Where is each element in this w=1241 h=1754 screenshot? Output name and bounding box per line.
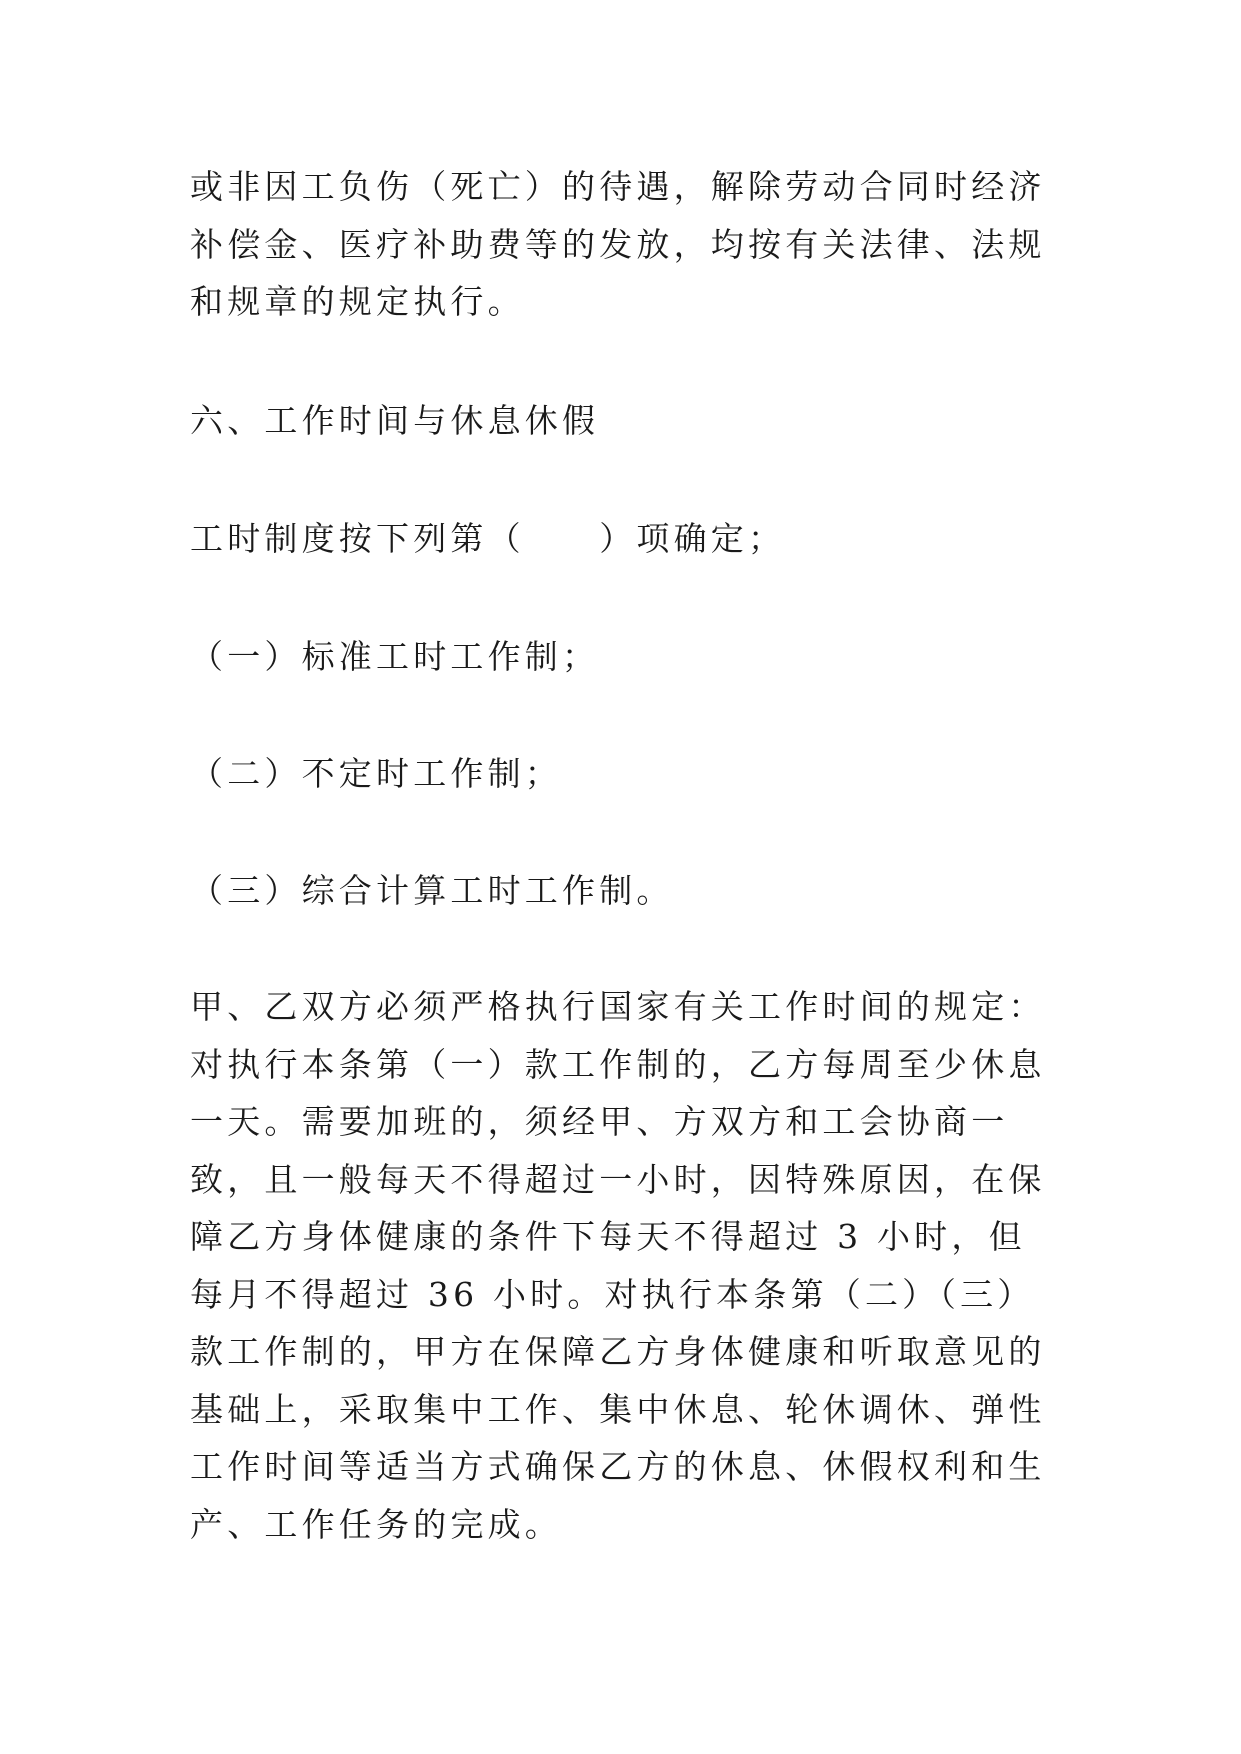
- list-item-comprehensive-hours: （三）综合计算工时工作制。: [190, 871, 674, 910]
- section-heading-working-hours: 六、工作时间与休息休假: [190, 401, 600, 440]
- list-item-standard-hours: （一）标准工时工作制；: [190, 637, 600, 676]
- paragraph-working-hours-system: 工时制度按下列第（ ）项确定；: [190, 519, 786, 558]
- list-item-flexible-hours: （二）不定时工作制；: [190, 754, 562, 793]
- paragraph-working-time-rules: 甲、乙双方必须严格执行国家有关工作时间的规定：对执行本条第（一）款工作制的，乙方每周至少休息一天。需要加班的，须经甲、方双方和工会协商一致，且一般每天不得超过一小时，因特殊原因，在保障乙方身体健康的条件下每天不得超过 3 小时，但每月不得超过 36 小时。对执行本条第（二）（三）款工作制的，甲方在保障乙方身体健康和听取意见的基础上，采取集中工作、集中休息、轮休调休、弹性工作时间等适当方式确保乙方的休息、休假权利和生产、工作任务的完成。: [190, 987, 1046, 1544]
- paragraph-compensation-continuation: 或非因工负伤（死亡）的待遇，解除劳动合同时经济补偿金、医疗补助费等的发放，均按有关法律、法规和规章的规定执行。: [190, 167, 1046, 321]
